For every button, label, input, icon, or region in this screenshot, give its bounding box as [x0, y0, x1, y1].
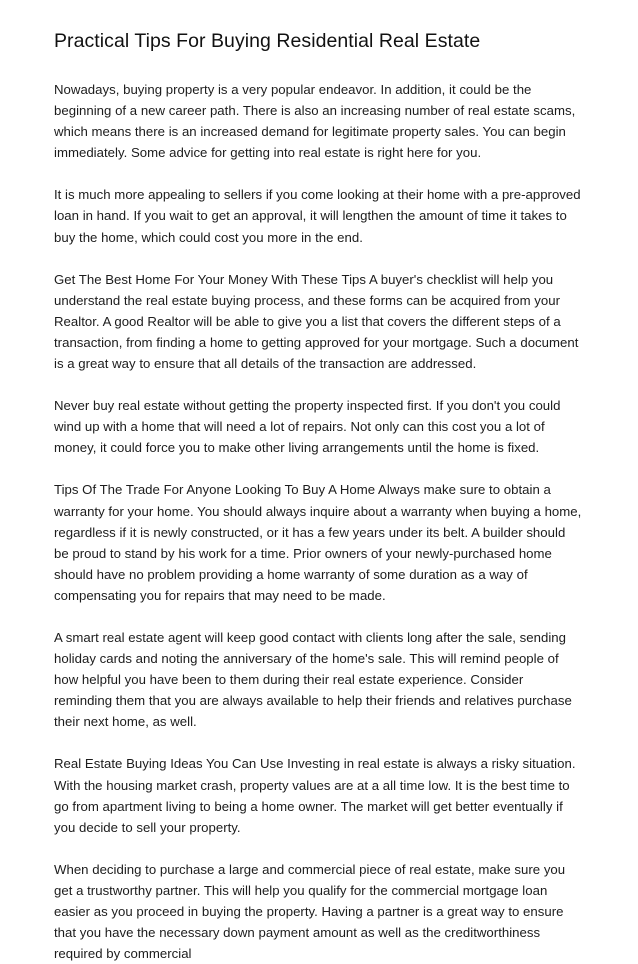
document-title: Practical Tips For Buying Residential Real Estate [54, 30, 481, 52]
paragraph-buying-ideas: Real Estate Buying Ideas You Can Use Investing in real estate is always a risky situation. With the housing market crash, property values are at a all time low. It is the best time to go from apartment living to being a home owner. The market will get better eventually if you decide to sell your property. [54, 756, 576, 835]
paragraph-commercial-partner: When deciding to purchase a large and commercial piece of real estate, make sure you get a trustworthy partner. This will help you qualify for the commercial mortgage loan easier as you proceed in buying the property. Having a partner is a great way to ensure that you have the necessary down payment amount as well as the creditworthiness required by commercial [54, 861, 566, 962]
paragraph-pre-approval: It is much more appealing to sellers if you come looking at their home with a pre-approved loan in hand. If you wait to get an approval, it will lengthen the amount of time it takes to buy the home, which could cost you more in the end. [54, 187, 581, 245]
paragraph-inspection: Never buy real estate without getting the property inspected first. If you don't you could wind up with a home that will need a lot of repairs. Not only can this cost you a lot of money, it could force you to make other living arrangements until the home is fixed. [54, 398, 561, 456]
paragraph-warranty: Tips Of The Trade For Anyone Looking To Buy A Home Always make sure to obtain a warranty for your home. You should always inquire about a warranty when buying a home, regardless if it is newly constructed, or it has a few years under its belt. A builder should be proud to stand by his work for a time. Prior owners of your newly-purchased home should have no problem providing a home warranty of some duration as a way of compensating you for repairs that may need to be made. [54, 482, 582, 603]
paragraph-buyers-checklist: Get The Best Home For Your Money With These Tips A buyer's checklist will help you understand the real estate buying process, and these forms can be acquired from your Realtor. A good Realtor will be able to give you a list that covers the different steps of a transaction, from finding a home to getting approved for your mortgage. Such a document is a great way to ensure that all details of the transaction are addressed. [54, 271, 579, 372]
paragraph-intro: Nowadays, buying property is a very popular endeavor. In addition, it could be the beginning of a new career path. There is also an increasing number of real estate scams, which means there is an increased demand for legitimate property sales. You can begin immediately. Some advice for getting into real estate is right here for you. [54, 82, 576, 161]
paragraph-agent-contact: A smart real estate agent will keep good contact with clients long after the sale, sending holiday cards and noting the anniversary of the home's sale. This will remind people of how helpful you have been to them during their real estate experience. Consider reminding them that you are always available to help their friends and relatives purchase their next home, as well. [54, 629, 572, 730]
